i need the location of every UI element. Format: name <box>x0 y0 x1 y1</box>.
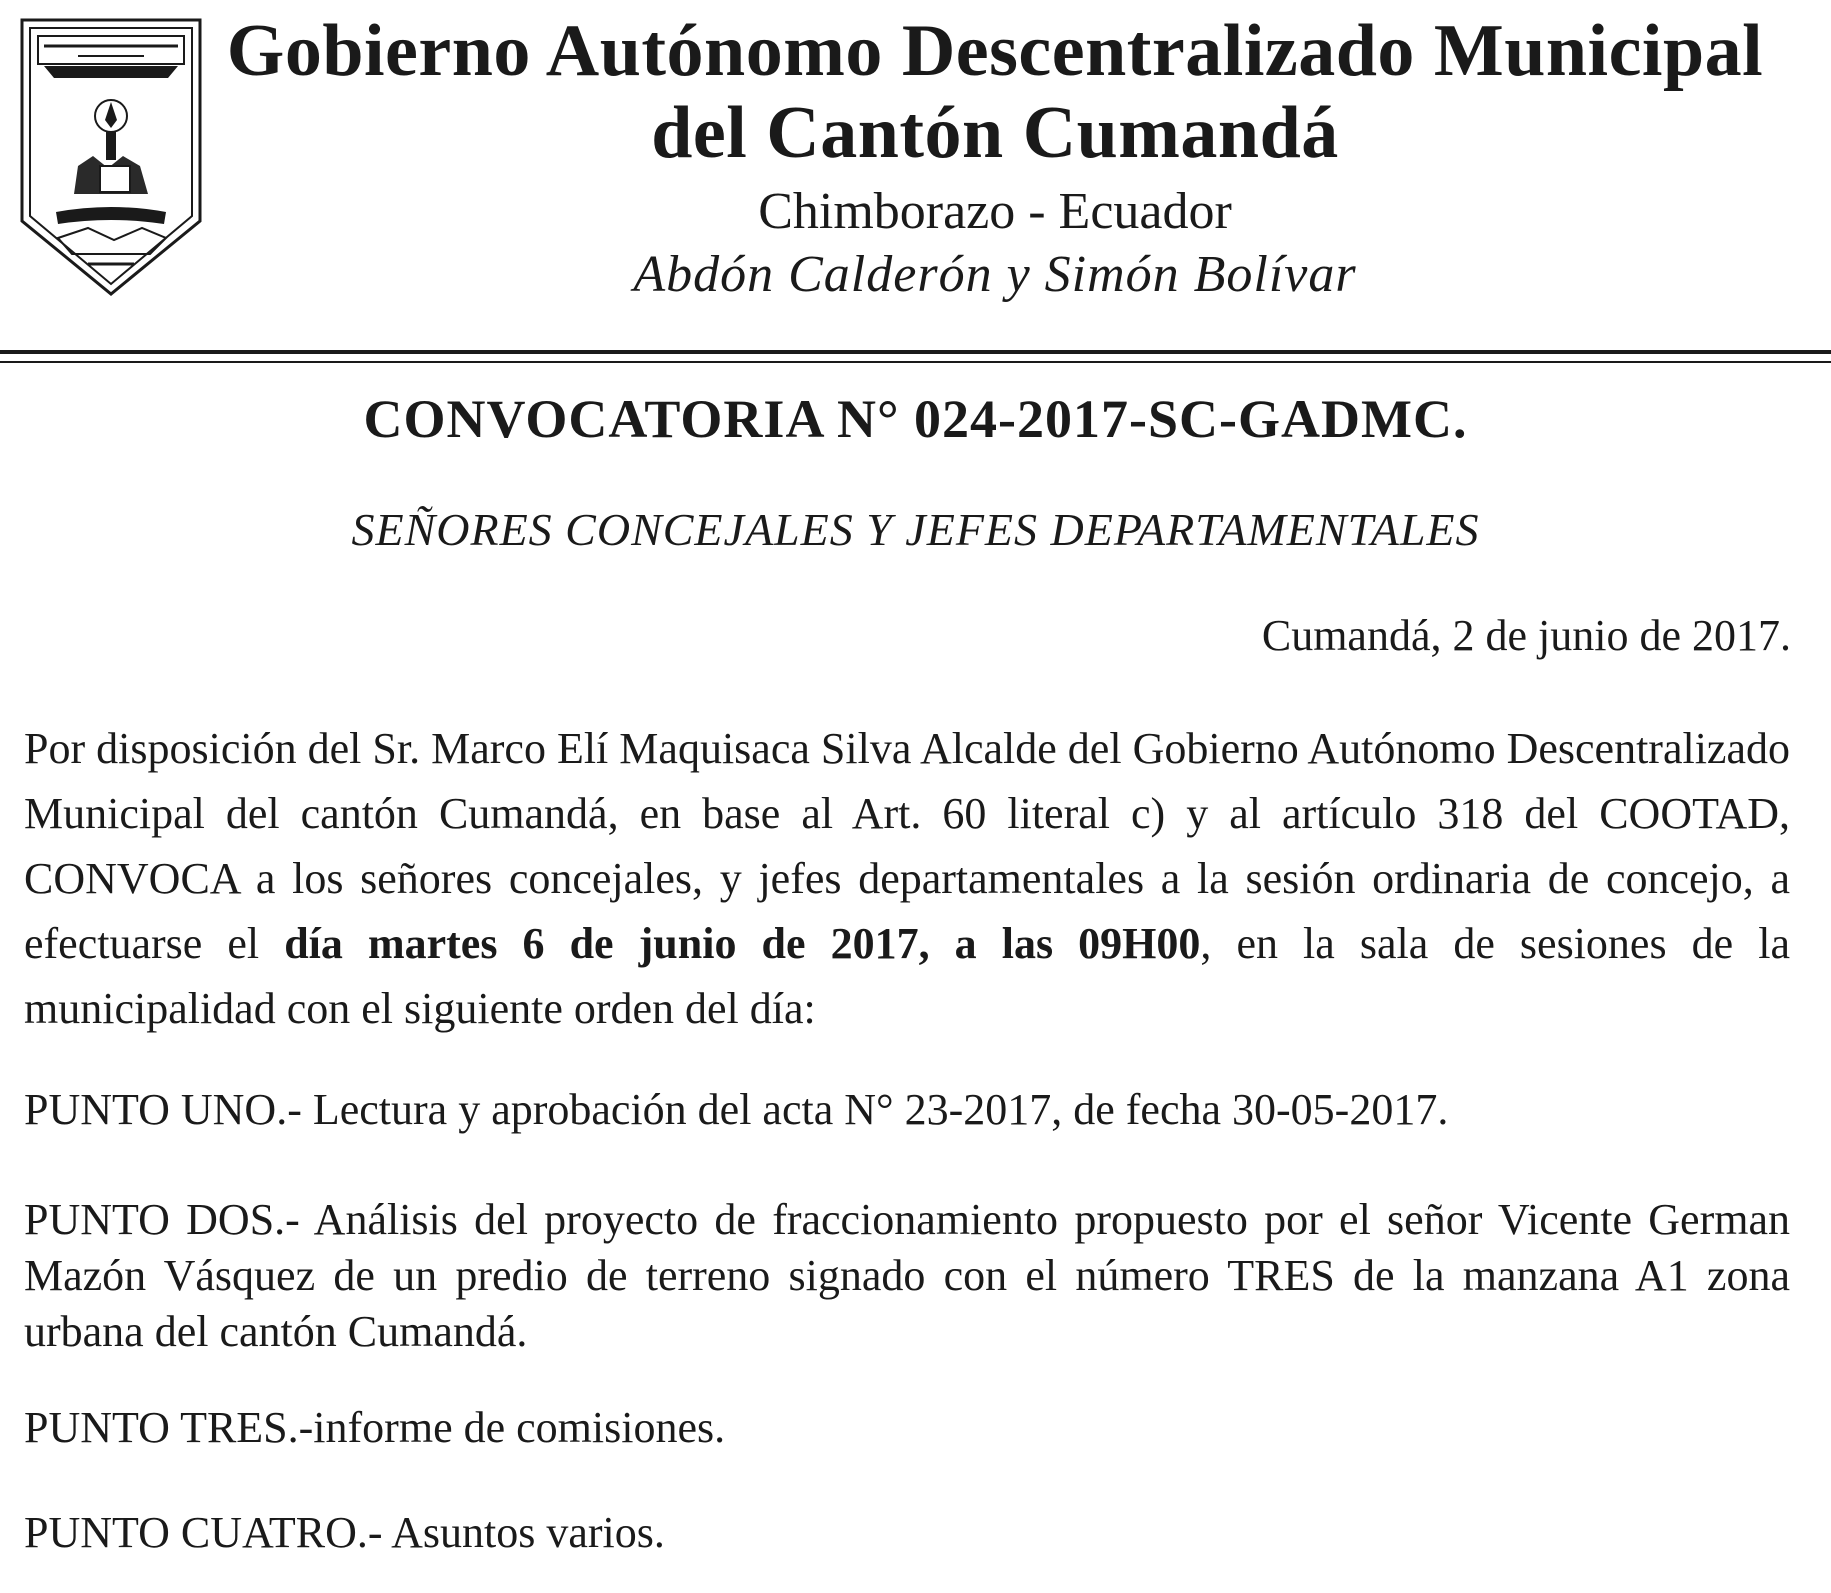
header-divider-thick <box>0 350 1831 354</box>
header-region: Chimborazo - Ecuador <box>758 183 1232 240</box>
header-title-line2: del Cantón Cumandá <box>651 92 1339 174</box>
body-text-bold-date: día martes 6 de junio de 2017, a las 09H00 <box>284 919 1201 968</box>
agenda-point-2: PUNTO DOS.- Análisis del proyecto de fraccionamiento propuesto por el señor Vicente German Mazón Vásquez de un predio de terreno signado con el número TRES de la manzana A1 zona urbana del cantón Cumandá. <box>24 1195 1790 1356</box>
addressee-line: SEÑORES CONCEJALES Y JEFES DEPARTAMENTALES <box>351 504 1480 555</box>
agenda-point-1: PUNTO UNO.- Lectura y aprobación del acta N° 23-2017, de fecha 30-05-2017. <box>24 1085 1449 1134</box>
header-divider-thin <box>0 361 1831 363</box>
agenda-point-3: PUNTO TRES.-informe de comisiones. <box>24 1403 726 1452</box>
agenda-point-4: PUNTO CUATRO.- Asuntos varios. <box>24 1508 665 1557</box>
body-paragraph <box>24 716 1790 1041</box>
header-title-line1: Gobierno Autónomo Descentralizado Municipal <box>226 10 1764 92</box>
document-title: CONVOCATORIA N° 024-2017-SC-GADMC. <box>363 389 1468 449</box>
date-line: Cumandá, 2 de junio de 2017. <box>1261 611 1791 660</box>
municipal-crest-logo <box>18 16 204 298</box>
header-motto: Abdón Calderón y Simón Bolívar <box>633 246 1357 303</box>
body-text-end: , en la sala de sesiones de la municipalidad con el siguiente orden del día: <box>24 919 1790 1033</box>
body-text-start: Por disposición del Sr. Marco Elí Maquisaca Silva Alcalde del Gobierno Autónomo Descentralizado Municipal del cantón Cumandá, en base al Art. 60 literal c) y al artículo 318 del COOTAD, CONVOCA a los señores concejales, y jefes departamentales a la sesión ordinaria de concejo, a efectuarse el <box>24 724 1790 968</box>
